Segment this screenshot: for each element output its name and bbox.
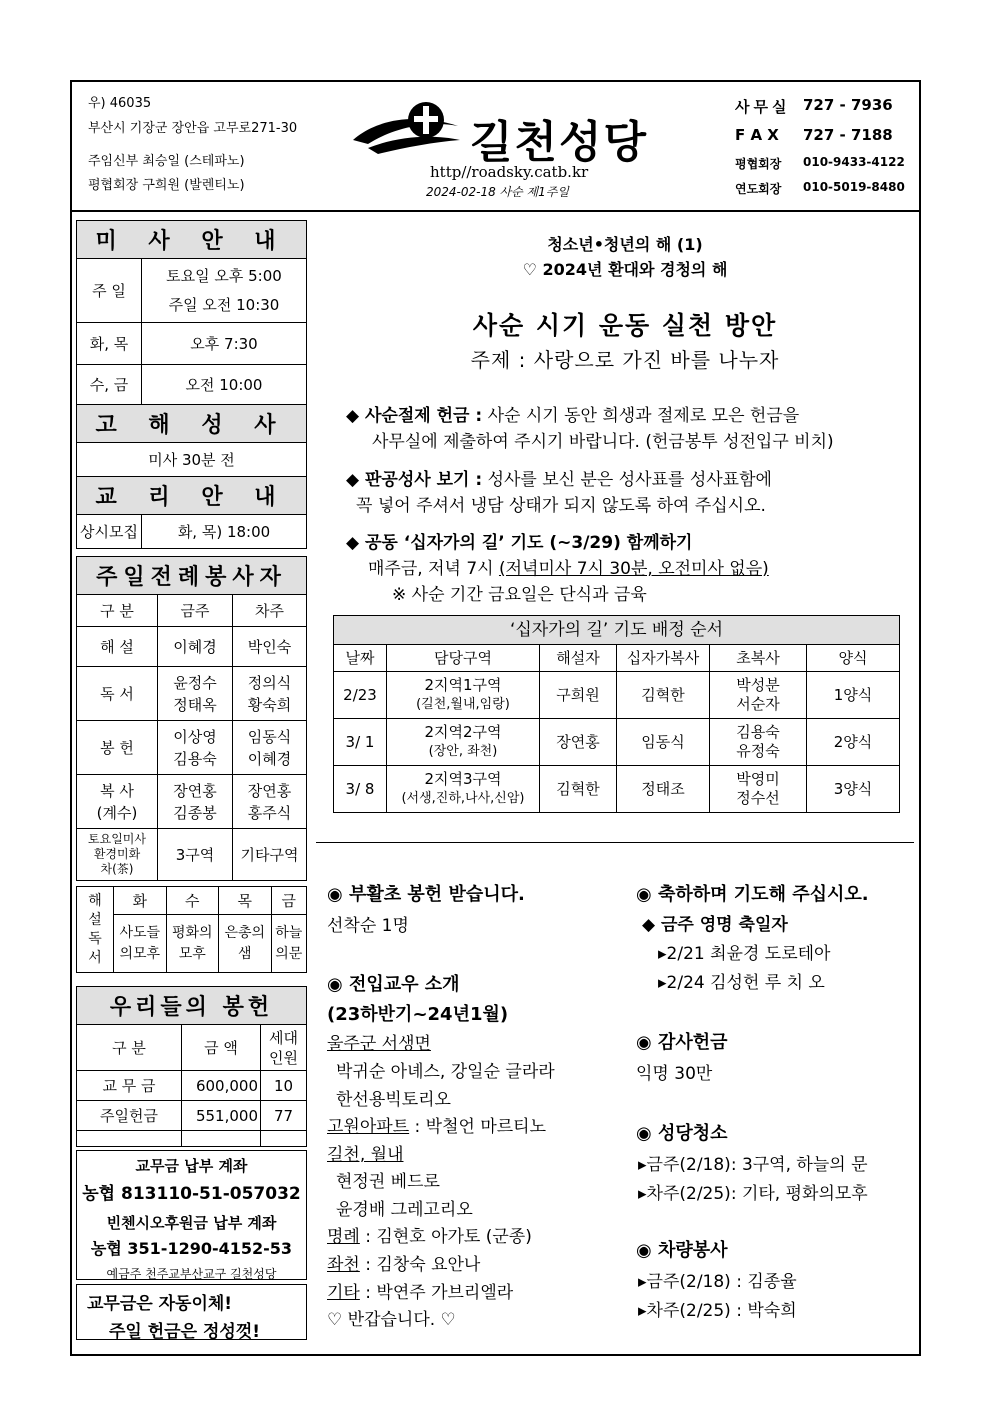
item3-text-b: (저녁미사 7시 30분, 오전미사 없음) [498,559,769,579]
newcomers-title: ◉ 전입교우 소개 [327,974,460,995]
item2-text-2: 꼭 넣어 주셔서 냉담 상태가 되지 않도록 하여 주십시오. [356,496,766,516]
section-divider [316,842,914,843]
confession-title: 고 해 성 사 [77,405,307,443]
tue-thu-time: 오후 7:30 [142,323,307,365]
myeongrye-names: : 김현호 아가토 (군종) [359,1227,532,1247]
weekday-tue: 화 [114,887,167,915]
item1-text-2: 사무실에 제출하여 주시기 바랍니다. (헌금봉투 성전입구 비치) [372,432,834,452]
item2-text-1: 성사를 보신 분은 성사표를 성사표함에 [487,470,772,490]
stations-table [333,615,900,813]
dues-count: 10 [261,1071,307,1101]
weekday-thu: 목 [219,887,272,915]
row-cross-bearer: 임동식 [617,719,710,766]
weekday-group: 모후 [178,945,206,962]
saturday-label-3: 차(茶) [100,862,134,876]
weekday-label-char: 해 [88,892,102,909]
council-head: 평협회장 구희원 (발렌티노) [88,178,245,193]
lent-theme: 주제 : 사랑으로 가진 바를 나누자 [470,348,780,372]
row-commentator: 구희원 [540,672,617,719]
gita-heading: 기타 [327,1283,360,1303]
council-phone-label: 평협회장 [735,157,782,171]
offering-table [76,986,307,1147]
catechism-time: 화, 목) 18:00 [142,515,307,549]
gilcheon-heading: 길천, 월내 [327,1145,404,1165]
head-form: 양식 [807,645,900,672]
row-candle-2: 정수선 [736,789,780,807]
fax-number: 727 - 7188 [803,126,893,144]
wed-fri-label: 수, 금 [77,365,142,405]
feast-title: ◆ 금주 영명 축일자 [642,915,788,935]
mass-title: 미 사 안 내 [77,221,307,259]
easter-candle-title: ◉ 부활초 봉헌 받습니다. [327,884,525,905]
servers-head-this: 금주 [158,595,233,627]
sunday-label: 주 일 [77,259,142,323]
ulju-heading: 울주군 서생면 [327,1034,431,1054]
reader-label: 독 서 [77,667,158,721]
year-title: 청소년•청년의 해 (1) [547,235,703,254]
gita-names: : 박연주 가브리엘라 [359,1283,514,1303]
feast-1: ▸2/21 최윤경 도로테아 [658,944,831,964]
pastor: 주임신부 최승일 (스테파노) [88,154,245,169]
sunday-mass-time: 주일 오전 10:30 [168,295,280,314]
row-candle-1: 박영미 [736,770,780,788]
weekday-group: 은총의 [224,924,266,941]
row-date: 3/ 1 [334,719,387,766]
acolyte-next-1: 장연홍 [247,781,292,800]
sunday-offering-amount: 551,000 [182,1101,261,1131]
row-area: 2지역1구역 [424,676,502,694]
saturday-label-1: 토요일미사 [88,832,146,846]
myeongrye-heading: 명례 [327,1227,360,1247]
account-title: 교무금 납부 계좌 [135,1157,248,1175]
reader-this-2: 정태옥 [173,695,217,714]
car-service-title: ◉ 차량봉사 [636,1240,728,1261]
dues-label: 교 무 금 [77,1071,182,1101]
row-commentator: 김혁한 [540,766,617,813]
weekday-fri: 금 [271,887,306,915]
row-date: 3/ 8 [334,766,387,813]
website[interactable]: http//roadsky.catb.kr [430,163,589,181]
row-form: 3양식 [807,766,900,813]
row-candle-2: 유정숙 [736,742,780,760]
reminder-box [76,1284,307,1340]
zip-code: 우) 46035 [88,96,152,111]
car-service-1: ▸금주(2/18) : 김종율 [638,1272,797,1292]
gowon-names: : 박철언 마르티노 [409,1117,547,1137]
account-number: 농협 813110-51-057032 [82,1184,301,1204]
offertory-label: 봉 헌 [77,721,158,775]
acolyte-sublabel: (계수) [96,803,138,822]
row-cross-bearer: 정태조 [617,766,710,813]
head-cross-bearer: 십자가복사 [617,645,710,672]
sunday-offering-count: 77 [261,1101,307,1131]
offertory-next-2: 이혜경 [247,749,292,768]
commentary-next: 박인숙 [233,627,307,667]
address: 부산시 기장군 장안읍 고무로271-30 [88,121,298,136]
row-candle-1: 김용숙 [736,723,780,741]
offering-head-category: 구 분 [77,1025,182,1071]
reader-this-1: 윤정수 [173,673,217,692]
item1-text-1: 사순 시기 동안 희생과 절제로 모은 헌금을 [487,406,800,426]
head-commentator: 해설자 [540,645,617,672]
offering-title: 우리들의 봉헌 [77,987,307,1025]
reader-next-1: 정의식 [247,673,292,692]
weekday-commentary-table [76,886,307,973]
stations-table-title: ‘십자가의 길’ 기도 배정 순서 [334,616,900,645]
offering-head-people: 인원 [269,1048,298,1067]
servers-head-next: 차주 [233,595,307,627]
row-candle-2: 서순자 [736,695,780,713]
wed-fri-time: 오전 10:00 [142,365,307,405]
vincent-account: 농협 351-1290-4152-53 [90,1239,293,1258]
acolyte-this-2: 김종봉 [173,803,217,822]
jwacheon-names: : 김창숙 요안나 [359,1255,481,1275]
offering-head-households: 세대 [269,1028,298,1047]
row-date: 2/23 [334,672,387,719]
offertory-next-1: 임동식 [247,727,292,746]
offertory-this-2: 김용숙 [173,749,217,768]
servers-head-category: 구 분 [77,595,158,627]
servers-table [76,556,307,881]
council-phone: 010-9433-4122 [803,155,905,169]
table-row [334,766,900,813]
reader-next-2: 황숙희 [247,695,292,714]
welcome-text: ♡ 반갑습니다. ♡ [327,1310,456,1330]
feast-2: ▸2/24 김성헌 루 치 오 [658,973,825,993]
saturday-mass-time: 토요일 오후 5:00 [166,266,282,285]
saturday-label-2: 환경미화 [93,847,141,861]
weekday-group: 사도들 [119,924,161,941]
vincent-title: 빈첸시오후원금 납부 계좌 [106,1214,277,1232]
ulju-names-1: 박귀순 아녜스, 강일순 글라라 [336,1062,555,1082]
catechism-label: 상시모집 [77,515,142,549]
row-area-detail: (장안, 좌천) [428,744,498,759]
auto-transfer-note: 교무금은 자동이체! [87,1294,233,1314]
cleaning-title: ◉ 성당청소 [636,1123,728,1144]
acolyte-label: 복 사 [100,781,134,800]
item3-text-2: ※ 사순 기간 금요일은 단식과 금육 [392,585,647,605]
weekday-group: 의문 [275,945,303,962]
confession-time: 미사 30분 전 [77,443,307,477]
account-holder: 예금주 천주교부산교구 길천성당 [106,1267,277,1281]
row-commentator: 장연홍 [540,719,617,766]
fax-label: F A X [735,126,779,144]
head-area: 담당구역 [387,645,540,672]
offering-head-amount: 금 액 [182,1025,261,1071]
weekday-label-char: 독 [88,930,102,947]
commentary-this: 이혜경 [158,627,233,667]
car-service-2: ▸차주(2/25) : 박숙희 [638,1301,797,1321]
item2-title: ◆ 판공성사 보기 : [346,470,483,490]
weekday-label-char: 설 [88,911,102,928]
easter-candle-text: 선착순 1명 [327,916,409,936]
church-name: 길천성당 [470,117,649,168]
church-logo-icon [348,98,468,158]
cleaning-1: ▸금주(2/18): 3구역, 하늘의 문 [638,1155,868,1175]
weekday-group: 하늘 [275,924,303,941]
sincere-offering-note: 주일 헌금은 정성껏! [109,1322,260,1342]
table-row [334,719,900,766]
table-row [334,672,900,719]
date-line: 2024-02-18 사순 제1주일 [426,185,569,199]
offertory-this-1: 이상영 [173,727,217,746]
yeondo-phone: 010-5019-8480 [803,180,905,194]
gilcheon-name-1: 현정권 베드로 [336,1172,440,1192]
row-area-detail: (서생,진하,나사,신암) [401,791,525,806]
row-candle-1: 박성분 [736,676,780,694]
account-box [76,1150,307,1280]
row-area: 2지역3구역 [424,770,502,788]
weekday-commentary-label [77,887,114,973]
office-label: 사무실 [735,98,791,116]
row-form: 1양식 [807,672,900,719]
weekday-group: 의모후 [119,945,161,962]
sunday-offering-label: 주일헌금 [77,1101,182,1131]
catechism-title: 교 리 안 내 [77,477,307,515]
thanks-text: 익명 30만 [636,1064,713,1084]
item3-text-a: 매주금, 저녁 7시 [368,559,499,579]
row-cross-bearer: 김혁한 [617,672,710,719]
saturday-next: 기타구역 [233,829,307,881]
year-subtitle: ♡ 2024년 환대와 경청의 해 [522,260,728,279]
row-area: 2지역2구역 [424,723,502,741]
thanks-title: ◉ 감사헌금 [636,1032,728,1053]
header-divider [70,210,921,212]
weekday-wed: 수 [166,887,219,915]
ulju-names-2: 한선용빅토리오 [336,1090,451,1110]
weekday-label-char: 서 [88,949,102,966]
lent-title: 사순 시기 운동 실천 방안 [472,311,778,340]
commentary-label: 해 설 [77,627,158,667]
weekday-group: 샘 [238,945,252,962]
office-phone: 727 - 7936 [803,96,893,114]
row-form: 2양식 [807,719,900,766]
servers-title: 주일전례봉사자 [77,557,307,595]
cleaning-2: ▸차주(2/25): 기타, 평화의모후 [638,1184,868,1204]
gowon-heading: 고원아파트 [327,1117,410,1137]
head-date: 날짜 [334,645,387,672]
acolyte-next-2: 홍주식 [247,803,292,822]
weekday-group: 평화의 [171,924,213,941]
yeondo-phone-label: 연도회장 [735,182,782,196]
dues-amount: 600,000 [182,1071,261,1101]
tue-thu-label: 화, 목 [77,323,142,365]
gilcheon-name-2: 윤경배 그레고리오 [336,1200,473,1220]
item3-title: ◆ 공동 ‘십자가의 길’ 기도 (~3/29) 함께하기 [346,533,693,553]
jwacheon-heading: 좌천 [327,1255,360,1275]
acolyte-this-1: 장연홍 [173,781,217,800]
newcomers-period: (23하반기~24년1월) [327,1004,509,1025]
head-candle-bearer: 초복사 [710,645,807,672]
mass-table [76,220,307,549]
row-area-detail: (길천,월내,임랑) [416,697,510,712]
celebrate-title: ◉ 축하하며 기도해 주십시오. [636,884,869,905]
item1-title: ◆ 사순절제 헌금 : [346,406,483,426]
saturday-this: 3구역 [158,829,233,881]
